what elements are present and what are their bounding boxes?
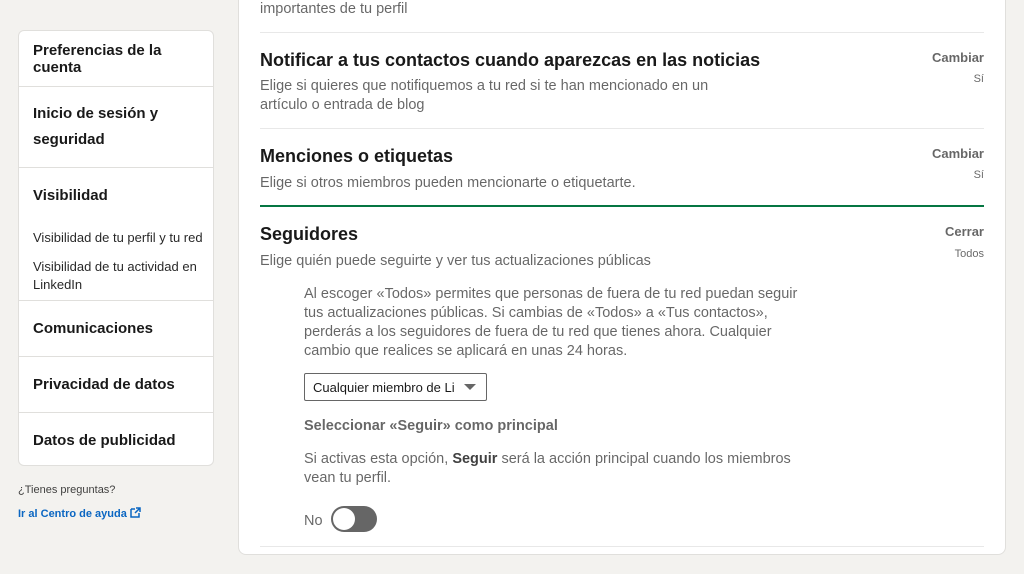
sidebar-item-advertising-data[interactable] — [19, 413, 213, 467]
help-question: ¿Tienes preguntas? — [18, 484, 116, 496]
setting-title-news-mentions: Notificar a tus contactos cuando aparezcas en las noticias — [260, 50, 761, 70]
sidebar-item-label: Visibilidad — [33, 187, 108, 204]
setting-value-followers: Todos — [954, 248, 984, 260]
sidebar-item-label: Privacidad de datos — [33, 376, 175, 393]
close-button-followers[interactable]: Cerrar — [944, 224, 984, 239]
desc-text: Si activas esta opción, — [304, 451, 453, 467]
setting-title-followers: Seguidores — [260, 224, 359, 244]
setting-value-news-mentions: Sí — [973, 73, 984, 85]
setting-title-mentions-tags: Menciones o etiquetas — [260, 146, 454, 166]
settings-main-panel — [238, 0, 1006, 555]
toggle-knob — [333, 508, 355, 530]
sidebar-item-label: Datos de publicidad — [33, 431, 176, 449]
setting-desc-mentions-tags: Elige si otros miembros pueden mencionarte o etiquetarte. — [260, 175, 636, 191]
caret-down-icon — [464, 384, 476, 390]
follow-primary-description — [304, 450, 809, 488]
setting-desc-news-mentions: Elige si quieres que notifiquemos a tu red si te han mencionado en un artículo o entrada de blog — [260, 78, 709, 113]
follow-primary-toggle[interactable] — [331, 506, 377, 532]
sidebar-item-communications[interactable] — [19, 301, 213, 357]
toggle-state-label: No — [304, 513, 323, 529]
help-center-link-label: Ir al Centro de ayuda — [18, 508, 127, 520]
desc-text: será la acción principal cuando los miembros vean tu perfil. — [304, 451, 791, 486]
sidebar-item-label: Inicio de sesión y seguridad — [33, 105, 159, 148]
desc-bold-text: Seguir — [452, 451, 498, 467]
help-center-link[interactable] — [18, 507, 141, 521]
sidebar-item-label: Preferencias de la cuenta — [33, 41, 162, 76]
external-link-icon — [130, 507, 141, 521]
settings-sidebar — [18, 30, 214, 466]
divider — [260, 128, 984, 129]
sidebar-subitem-activity-visibility[interactable]: Visibilidad de tu actividad en LinkedIn — [33, 259, 197, 292]
change-button-mentions-tags[interactable]: Cambiar — [931, 146, 984, 161]
sidebar-item-data-privacy[interactable] — [19, 357, 213, 413]
follow-primary-heading: Seleccionar «Seguir» como principal — [304, 418, 558, 434]
sidebar-subitem-profile-visibility[interactable]: Visibilidad de tu perfil y tu red — [33, 230, 203, 245]
divider — [260, 32, 984, 33]
followers-audience-select[interactable] — [304, 373, 487, 401]
sidebar-item-sign-in-security[interactable] — [19, 87, 213, 168]
divider — [260, 546, 984, 547]
previous-row-description: importantes de tu perfil — [260, 1, 408, 17]
setting-value-mentions-tags: Sí — [973, 169, 984, 181]
sidebar-item-account-preferences[interactable] — [19, 31, 213, 87]
select-value: Cualquier miembro de Li — [313, 379, 455, 395]
sidebar-item-label: Comunicaciones — [33, 320, 154, 337]
change-button-news-mentions[interactable]: Cambiar — [931, 50, 984, 65]
followers-explanation: Al escoger «Todos» permites que personas de fuera de tu red puedan seguir tus actualizaciones públicas. Si cambias de «Todos» a «Tus contactos», perderás a los seguidores de fuera de tu red que tienes ahora. Cualquier cambio que realices se aplicará en unas 24 horas. — [304, 286, 798, 359]
active-section-divider — [260, 205, 984, 207]
setting-desc-followers: Elige quién puede seguirte y ver tus actualizaciones públicas — [260, 253, 651, 269]
